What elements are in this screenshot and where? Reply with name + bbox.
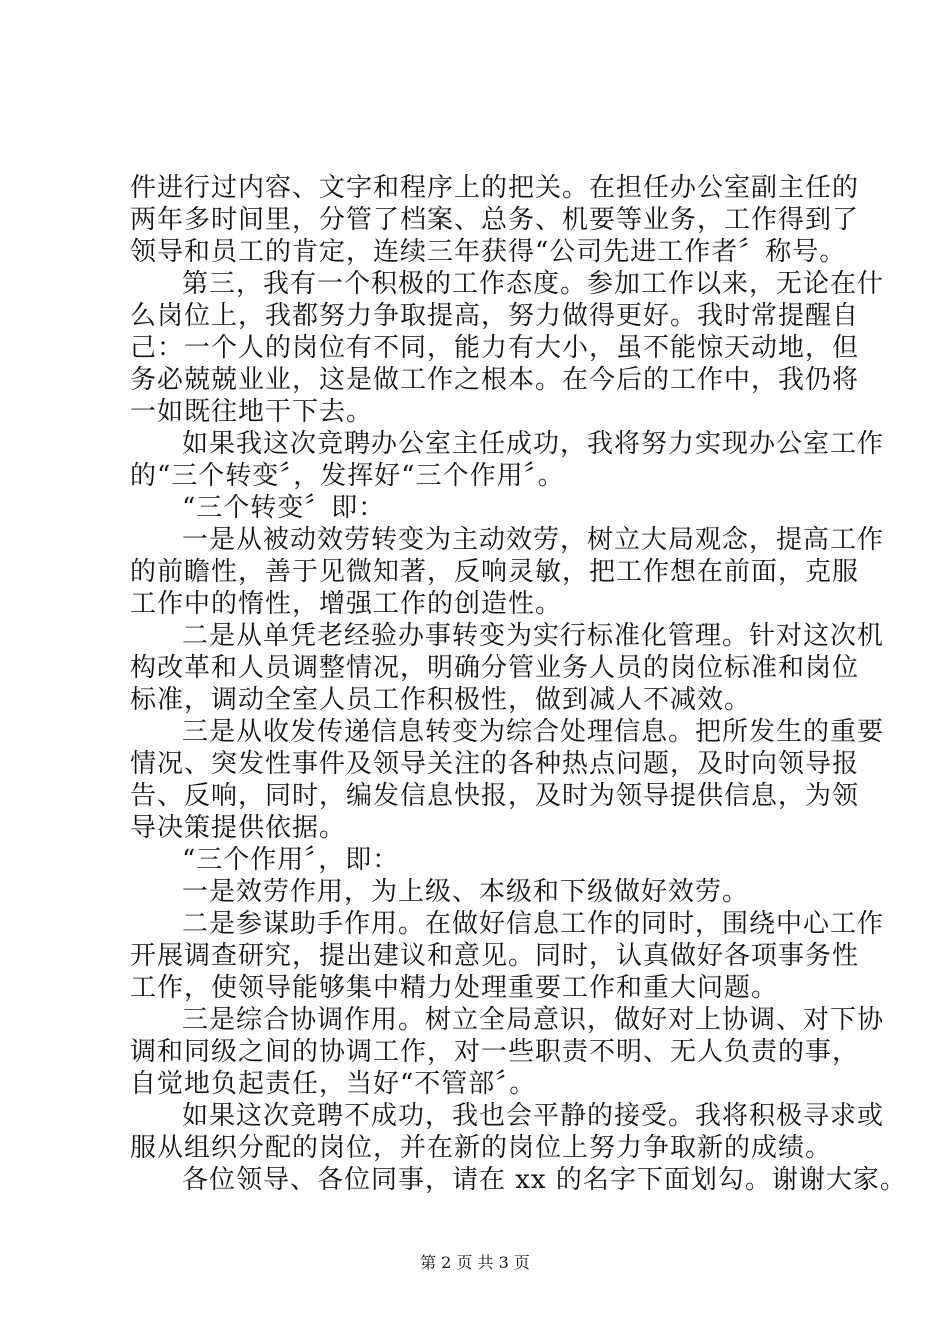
text-line: 如果这次竞聘不成功，我也会平静的接受。我将积极寻求或 — [182, 1101, 885, 1131]
text-line: 务必兢兢业业，这是做工作之根本。在今后的工作中，我仍将 — [130, 365, 860, 395]
text-line: 件进行过内容、文字和程序上的把关。在担任办公室副主任的 — [130, 173, 860, 203]
text-line: 构改革和人员调整情况，明确分管业务人员的岗位标准和岗位 — [130, 653, 860, 683]
text-line: 自觉地负起责任，当好“不管部〞。 — [130, 1069, 537, 1099]
text-line: 己：一个人的岗位有不同，能力有大小，虽不能惊天动地，但 — [130, 333, 860, 363]
page-footer — [0, 1253, 950, 1273]
text-line: 工作，使领导能够集中精力处理重要工作和重大问题。 — [130, 973, 779, 1003]
text-line: 工作中的惰性，增强工作的创造性。 — [130, 589, 563, 619]
text-line: 情况、突发性事件及领导关注的各种热点问题，及时向领导报 — [130, 749, 860, 779]
text-line: 第三，我有一个积极的工作态度。参加工作以来，无论在什 — [182, 269, 885, 299]
text-line: 导决策提供依据。 — [130, 813, 347, 843]
text-line: 一是效劳作用，为上级、本级和下级做好效劳。 — [182, 877, 750, 907]
text-line: 标准，调动全室人员工作积极性，做到减人不减效。 — [130, 685, 752, 715]
document-body — [130, 172, 907, 1196]
text-line: 一是从被动效劳转变为主动效劳，树立大局观念，提高工作 — [182, 525, 885, 555]
text-line: 告、反响，同时，编发信息快报，及时为领导提供信息，为领 — [130, 781, 860, 811]
text-line: 的“三个转变〞，发挥好“三个作用〞。 — [130, 461, 565, 491]
text-line: 二是参谋助手作用。在做好信息工作的同时，围绕中心工作 — [182, 909, 885, 939]
page-number-label: 第 2 页 共 3 页 — [420, 1253, 530, 1272]
text-line: 开展调查研究，提出建议和意见。同时，认真做好各项事务性 — [130, 941, 860, 971]
text-line: “三个作用〞，即： — [182, 845, 400, 875]
text-line: 三是综合协调作用。树立全局意识，做好对上协调、对下协 — [182, 1005, 885, 1035]
text-line: 如果我这次竞聘办公室主任成功，我将努力实现办公室工作 — [182, 429, 885, 459]
text-line: 的前瞻性，善于见微知著，反响灵敏，把工作想在前面，克服 — [130, 557, 860, 587]
text-line: 服从组织分配的岗位，并在新的岗位上努力争取新的成绩。 — [130, 1133, 833, 1163]
text-line: 领导和员工的肯定，连续三年获得“公司先进工作者〞称号。 — [130, 237, 847, 267]
text-line: “三个转变〞即： — [182, 493, 386, 523]
text-line: 两年多时间里，分管了档案、总务、机要等业务，工作得到了 — [130, 205, 860, 235]
text-line: 二是从单凭老经验办事转变为实行标准化管理。针对这次机 — [182, 621, 885, 651]
text-line: 么岗位上，我都努力争取提高，努力做得更好。我时常提醒自 — [130, 301, 860, 331]
text-line: 一如既往地干下去。 — [130, 397, 374, 427]
text-line: 各位领导、各位同事，请在 xx 的名字下面划勾。谢谢大家。 — [182, 1165, 907, 1195]
text-line: 三是从收发传递信息转变为综合处理信息。把所发生的重要 — [182, 717, 885, 747]
text-line: 调和同级之间的协调工作，对一些职责不明、无人负责的事， — [130, 1037, 860, 1067]
